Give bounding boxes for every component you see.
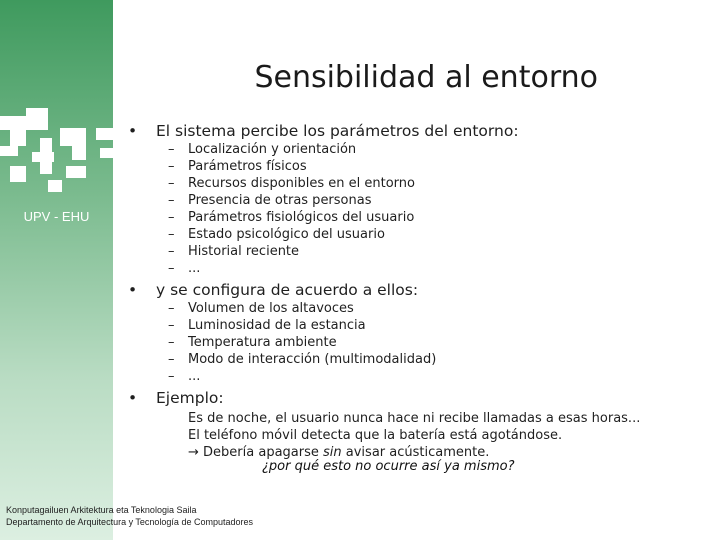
bullet-text: El sistema percibe los parámetros del entorno: [156,122,519,140]
slide-title: Sensibilidad al entorno [254,60,598,95]
bullet-text: Ejemplo: [156,389,224,407]
list-item: – Volumen de los altavoces [168,301,354,316]
bullet-example [128,389,708,408]
example-line: Es de noche, el usuario nunca hace ni recibe llamadas a esas horas... [188,411,641,426]
slide-content [128,122,708,461]
example-line: El teléfono móvil detecta que la batería está agotándose. [188,428,563,443]
footer-department-basque: Konputagailuen Arkitektura eta Teknologia Saila [6,505,197,515]
bullet-text: y se configura de acuerdo a ellos: [156,281,419,299]
list-item: – Historial reciente [168,244,300,259]
footer-department-spanish: Departamento de Arquitectura y Tecnología de Computadores [6,517,253,527]
example-block [128,410,708,461]
list-item: – Luminosidad de la estancia [168,318,366,333]
university-logo-icon [0,108,113,198]
sidebar-band [0,0,113,540]
bullet-dot: • [128,389,138,407]
list-item: – Parámetros físicos [168,159,307,174]
list-item: – Recursos disponibles en el entorno [168,176,415,191]
perception-parameters-list [128,141,708,277]
list-item: – Presencia de otras personas [168,193,372,208]
bullet-dot: • [128,281,138,299]
bullet-dot: • [128,122,138,140]
arrow-right-icon: → [188,445,199,460]
closing-question: ¿por qué esto no ocurre así ya mismo? [262,459,515,474]
bullet-perception [128,122,708,141]
list-item: – Localización y orientación [168,142,357,157]
institution-label: UPV - EHU [23,209,90,224]
list-item: – Modo de interacción (multimodalidad) [168,352,437,367]
example-line: → Debería apagarse sin avisar acústicamente. [188,445,490,460]
list-item: – ... [168,261,201,276]
list-item: – Temperatura ambiente [168,335,337,350]
list-item: – ... [168,369,201,384]
configuration-list [128,300,708,385]
footer [6,504,253,528]
list-item: – Estado psicológico del usuario [168,227,385,242]
bullet-configuration [128,281,708,300]
list-item: – Parámetros fisiológicos del usuario [168,210,415,225]
